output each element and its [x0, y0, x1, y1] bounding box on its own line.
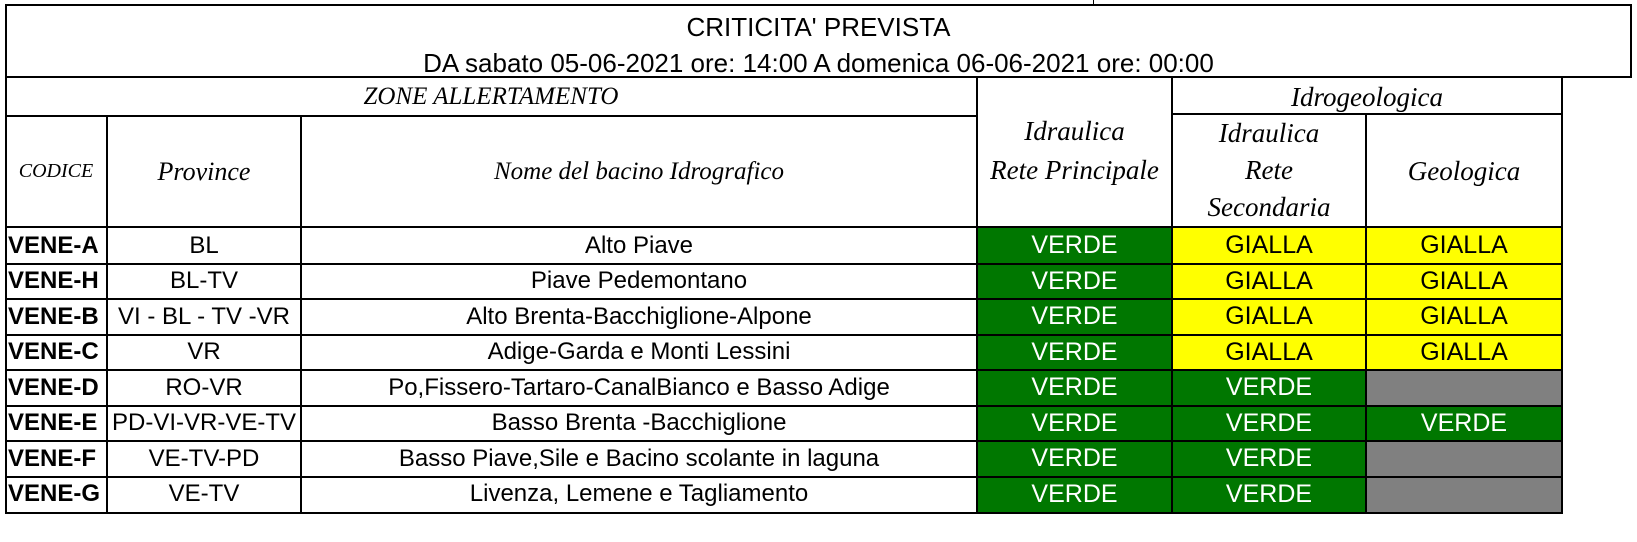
codice-cell: VENE-A — [8, 231, 99, 259]
grid-line — [5, 334, 1563, 336]
status-principale-cell: VERDE — [977, 370, 1172, 406]
status-geologica-cell: GIALLA — [1366, 335, 1562, 371]
grid-line — [5, 440, 1563, 442]
status-geologica-cell: GIALLA — [1366, 228, 1562, 264]
grid-line — [5, 226, 1563, 228]
idraulica-secondaria-line1: Idraulica — [1218, 117, 1320, 148]
bacino-cell: Adige-Garda e Monti Lessini — [487, 338, 791, 366]
status-secondaria-cell: VERDE — [1172, 370, 1366, 406]
bacino-cell: Alto Brenta-Bacchiglione-Alpone — [466, 302, 812, 330]
idrogeologica-header: Idrogeologica — [1291, 81, 1443, 112]
status-principale-cell: VERDE — [977, 335, 1172, 371]
idraulica-secondaria-header — [1172, 114, 1366, 226]
grid-line — [5, 298, 1563, 300]
province-cell: VE-TV — [168, 480, 240, 508]
status-secondaria-cell: GIALLA — [1172, 335, 1366, 371]
bulletin-title: CRITICITA' PREVISTA — [686, 12, 951, 42]
bacino-header: Nome del bacino Idrografico — [493, 157, 784, 185]
idraulica-secondaria-line3: Secondaria — [1207, 191, 1331, 222]
grid-line — [1561, 78, 1563, 514]
grid-line — [1172, 113, 1562, 115]
status-geologica-cell — [1366, 370, 1562, 406]
status-secondaria-cell: VERDE — [1172, 477, 1366, 513]
grid-line — [300, 115, 302, 513]
idraulica-secondaria-line2: Rete — [1245, 154, 1293, 185]
province-cell: BL-TV — [169, 267, 238, 295]
grid-line — [5, 78, 7, 514]
bacino-cell: Livenza, Lemene e Tagliamento — [469, 480, 809, 508]
status-geologica-cell: GIALLA — [1366, 264, 1562, 300]
title-box — [5, 4, 1632, 78]
grid-line — [106, 115, 108, 513]
geologica-header: Geologica — [1407, 156, 1521, 186]
idraulica-principale-line2: Rete Principale — [990, 154, 1159, 185]
status-secondaria-cell: VERDE — [1172, 406, 1366, 442]
status-principale-cell: VERDE — [977, 477, 1172, 513]
codice-cell: VENE-C — [8, 338, 99, 366]
grid-line — [1093, 0, 1094, 4]
status-secondaria-cell: VERDE — [1172, 441, 1366, 477]
zone-allertamento-header: ZONE ALLERTAMENTO — [363, 83, 619, 110]
status-geologica-cell: GIALLA — [1366, 299, 1562, 335]
codice-cell: VENE-G — [8, 480, 101, 508]
codice-cell: VENE-H — [8, 267, 99, 295]
validity-period: DA sabato 05-06-2021 ore: 14:00 A domenica 06-06-2021 ore: 00:00 — [423, 48, 1214, 78]
grid-line — [1171, 78, 1173, 514]
status-principale-cell: VERDE — [977, 441, 1172, 477]
grid-line — [976, 78, 978, 514]
province-cell: VR — [187, 338, 221, 366]
province-header: Province — [157, 156, 251, 186]
grid-line — [5, 476, 1563, 478]
province-cell: VE-TV-PD — [148, 444, 260, 472]
status-geologica-cell — [1366, 477, 1562, 513]
grid-line — [5, 369, 1563, 371]
grid-line — [5, 115, 977, 117]
province-cell: VI - BL - TV -VR — [117, 302, 291, 330]
bacino-cell: Po,Fissero-Tartaro-CanalBianco e Basso Adige — [388, 373, 890, 401]
grid-line — [5, 263, 1563, 265]
status-principale-cell: VERDE — [977, 264, 1172, 300]
codice-cell: VENE-E — [8, 409, 98, 437]
grid-line — [1365, 113, 1367, 514]
status-principale-cell: VERDE — [977, 228, 1172, 264]
province-cell: RO-VR — [165, 373, 243, 401]
bacino-cell: Basso Brenta -Bacchiglione — [491, 409, 787, 437]
codice-cell: VENE-B — [8, 302, 99, 330]
codice-header: CODICE — [18, 160, 94, 182]
status-secondaria-cell: GIALLA — [1172, 299, 1366, 335]
status-principale-cell: VERDE — [977, 299, 1172, 335]
status-secondaria-cell: GIALLA — [1172, 264, 1366, 300]
idraulica-principale-header — [977, 113, 1172, 188]
bacino-cell: Basso Piave,Sile e Bacino scolante in laguna — [398, 444, 880, 472]
codice-cell: VENE-F — [8, 444, 97, 472]
codice-cell: VENE-D — [8, 373, 99, 401]
province-cell: PD-VI-VR-VE-TV — [111, 409, 296, 437]
status-geologica-cell — [1366, 441, 1562, 477]
status-secondaria-cell: GIALLA — [1172, 228, 1366, 264]
grid-line — [5, 512, 1563, 514]
status-principale-cell: VERDE — [977, 406, 1172, 442]
status-geologica-cell: VERDE — [1366, 406, 1562, 442]
bacino-cell: Piave Pedemontano — [530, 267, 748, 295]
bacino-cell: Alto Piave — [584, 231, 694, 259]
grid-line — [5, 405, 1563, 407]
province-cell: BL — [189, 231, 219, 259]
idraulica-principale-line1: Idraulica — [1024, 115, 1125, 146]
